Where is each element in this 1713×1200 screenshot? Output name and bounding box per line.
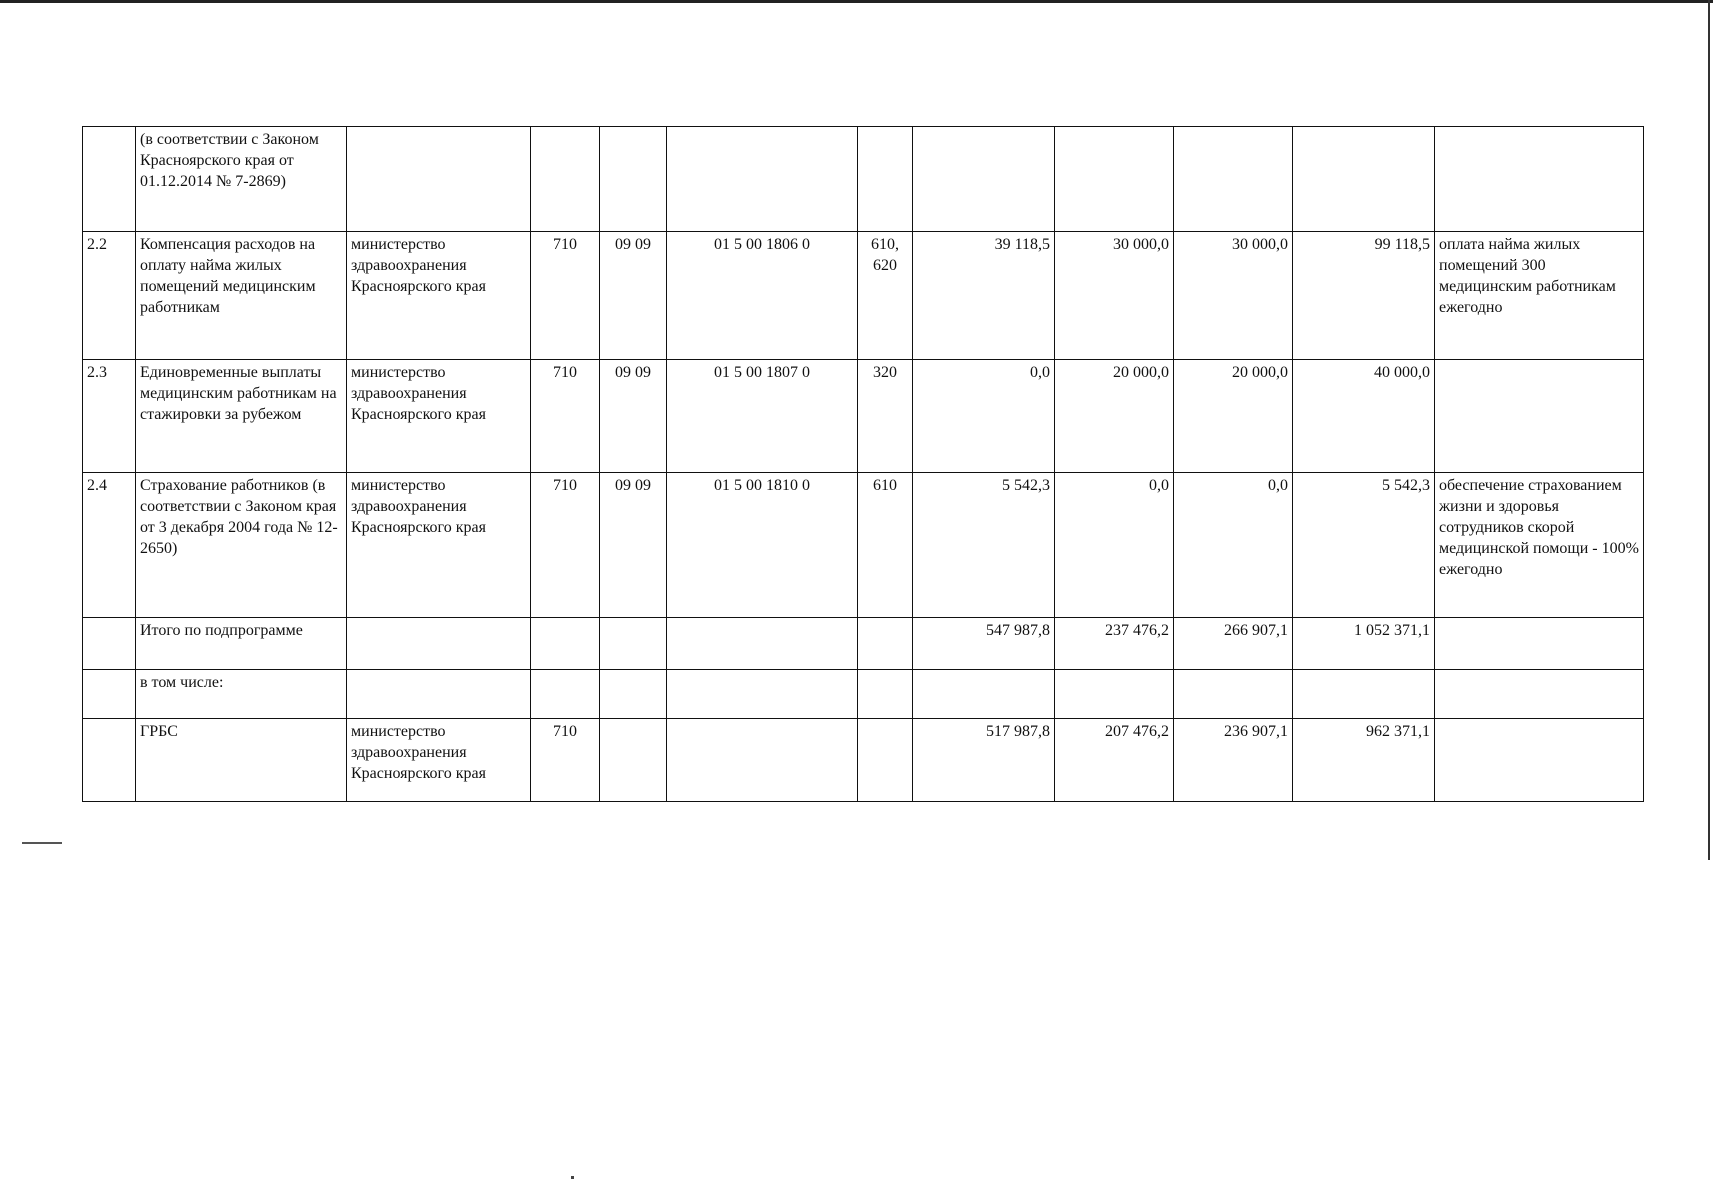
cell-year3 — [1174, 127, 1293, 232]
cell-grbs — [347, 670, 531, 719]
cell-year1: 39 118,5 — [913, 232, 1055, 360]
table-row — [83, 360, 1644, 473]
cell-year3: 0,0 — [1174, 473, 1293, 618]
budget-table — [82, 126, 1644, 802]
cell-vr — [858, 127, 913, 232]
cell-vr: 610 — [858, 473, 913, 618]
cell-code: 710 — [531, 232, 600, 360]
cell-grbs: министерство здравоохранения Красноярского края — [347, 719, 531, 802]
cell-name: Единовременные выплаты медицинским работникам на стажировки за рубежом — [136, 360, 347, 473]
cell-total: 99 118,5 — [1293, 232, 1435, 360]
cell-result — [1435, 719, 1644, 802]
cell-vr — [858, 618, 913, 670]
cell-csr: 01 5 00 1810 0 — [667, 473, 858, 618]
cell-vr — [858, 670, 913, 719]
cell-rzpr — [600, 127, 667, 232]
cell-num: 2.4 — [83, 473, 136, 618]
cell-result — [1435, 127, 1644, 232]
cell-num: 2.3 — [83, 360, 136, 473]
table-row — [83, 719, 1644, 802]
cell-rzpr — [600, 670, 667, 719]
cell-csr: 01 5 00 1806 0 — [667, 232, 858, 360]
cell-csr — [667, 719, 858, 802]
cell-code: 710 — [531, 360, 600, 473]
cell-result — [1435, 360, 1644, 473]
cell-name: Компенсация расходов на оплату найма жилых помещений медицинским работникам — [136, 232, 347, 360]
scan-mark-dot — [571, 1176, 574, 1179]
cell-year1: 0,0 — [913, 360, 1055, 473]
cell-year3: 266 907,1 — [1174, 618, 1293, 670]
cell-code — [531, 127, 600, 232]
cell-csr: 01 5 00 1807 0 — [667, 360, 858, 473]
table-row — [83, 232, 1644, 360]
cell-year2: 20 000,0 — [1055, 360, 1174, 473]
table-row — [83, 670, 1644, 719]
cell-result: обеспечение страхованием жизни и здоровья сотрудников скорой медицинской помощи - 100% ежегодно — [1435, 473, 1644, 618]
cell-grbs — [347, 618, 531, 670]
cell-code — [531, 670, 600, 719]
cell-year1: 547 987,8 — [913, 618, 1055, 670]
cell-name: Страхование работников (в соответствии с Законом края от 3 декабря 2004 года № 12-2650) — [136, 473, 347, 618]
cell-year3: 20 000,0 — [1174, 360, 1293, 473]
cell-rzpr — [600, 719, 667, 802]
cell-year3: 236 907,1 — [1174, 719, 1293, 802]
cell-vr — [858, 719, 913, 802]
cell-result — [1435, 670, 1644, 719]
cell-num — [83, 127, 136, 232]
cell-total: 962 371,1 — [1293, 719, 1435, 802]
cell-grbs — [347, 127, 531, 232]
cell-code — [531, 618, 600, 670]
cell-total: 40 000,0 — [1293, 360, 1435, 473]
cell-total — [1293, 670, 1435, 719]
cell-name: ГРБС — [136, 719, 347, 802]
cell-total — [1293, 127, 1435, 232]
cell-grbs: министерство здравоохранения Красноярского края — [347, 360, 531, 473]
cell-result: оплата найма жилых помещений 300 медицинским работникам ежегодно — [1435, 232, 1644, 360]
cell-rzpr — [600, 618, 667, 670]
cell-year1: 5 542,3 — [913, 473, 1055, 618]
cell-num — [83, 618, 136, 670]
cell-csr — [667, 127, 858, 232]
scan-mark-dash — [22, 842, 62, 844]
cell-year2: 0,0 — [1055, 473, 1174, 618]
cell-code: 710 — [531, 719, 600, 802]
top-border-line — [0, 0, 1713, 3]
table-row — [83, 473, 1644, 618]
cell-year3 — [1174, 670, 1293, 719]
cell-num — [83, 719, 136, 802]
cell-name: Итого по подпрограмме — [136, 618, 347, 670]
cell-year2 — [1055, 127, 1174, 232]
cell-name: в том числе: — [136, 670, 347, 719]
cell-rzpr: 09 09 — [600, 473, 667, 618]
cell-vr: 320 — [858, 360, 913, 473]
cell-vr: 610, 620 — [858, 232, 913, 360]
cell-total: 5 542,3 — [1293, 473, 1435, 618]
cell-rzpr: 09 09 — [600, 360, 667, 473]
cell-year1: 517 987,8 — [913, 719, 1055, 802]
cell-year1 — [913, 127, 1055, 232]
cell-year2 — [1055, 670, 1174, 719]
cell-rzpr: 09 09 — [600, 232, 667, 360]
cell-year1 — [913, 670, 1055, 719]
cell-num — [83, 670, 136, 719]
cell-grbs: министерство здравоохранения Красноярского края — [347, 473, 531, 618]
cell-code: 710 — [531, 473, 600, 618]
cell-year2: 30 000,0 — [1055, 232, 1174, 360]
cell-result — [1435, 618, 1644, 670]
cell-csr — [667, 618, 858, 670]
table-row — [83, 127, 1644, 232]
cell-grbs: министерство здравоохранения Красноярского края — [347, 232, 531, 360]
cell-total: 1 052 371,1 — [1293, 618, 1435, 670]
cell-name: (в соответствии с Законом Красноярского края от 01.12.2014 № 7-2869) — [136, 127, 347, 232]
table-row — [83, 618, 1644, 670]
cell-year2: 207 476,2 — [1055, 719, 1174, 802]
cell-csr — [667, 670, 858, 719]
cell-year3: 30 000,0 — [1174, 232, 1293, 360]
cell-year2: 237 476,2 — [1055, 618, 1174, 670]
cell-num: 2.2 — [83, 232, 136, 360]
right-border-line — [1708, 0, 1710, 860]
